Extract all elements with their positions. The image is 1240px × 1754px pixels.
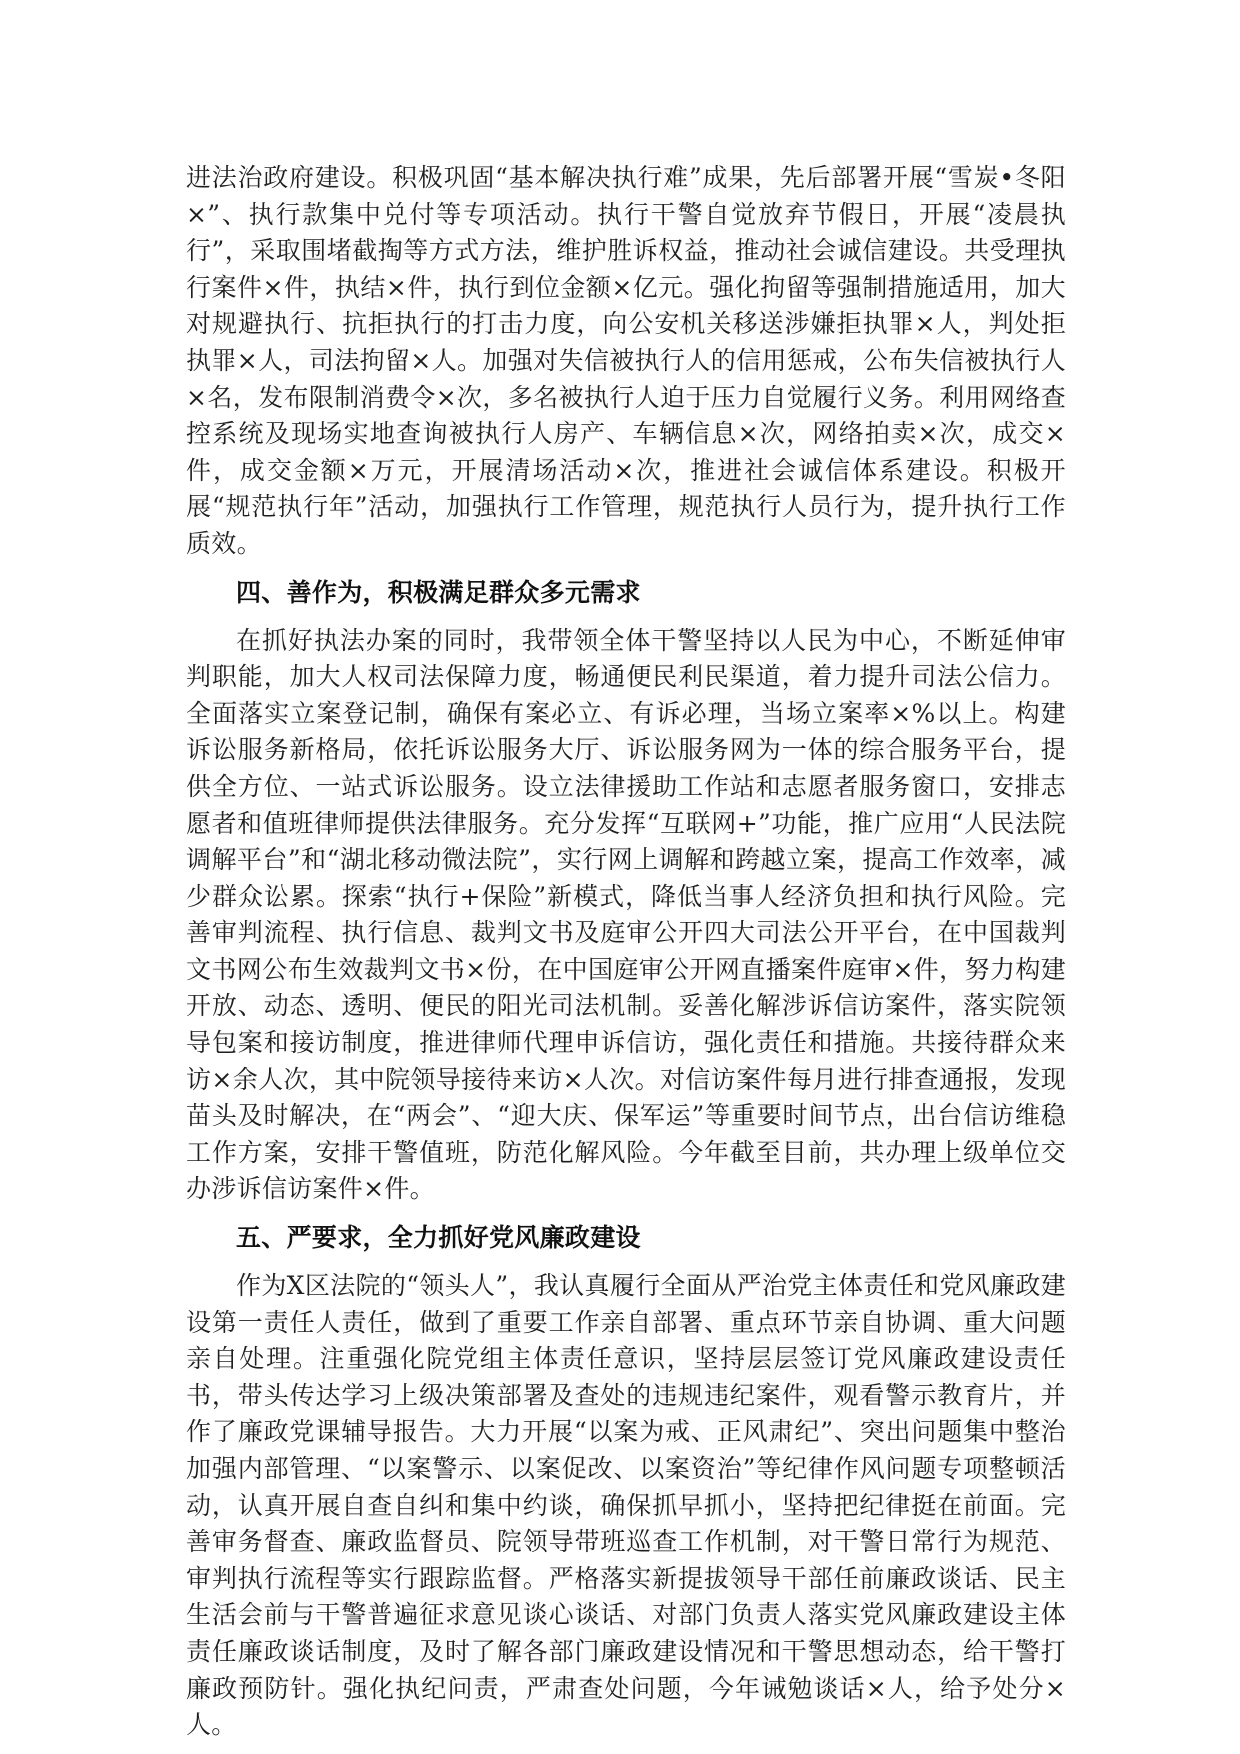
section-heading-5: 五、严要求，全力抓好党风廉政建设	[236, 1223, 641, 1253]
section-heading-4: 四、善作为，积极满足群众多元需求	[236, 577, 641, 607]
document-body	[186, 160, 1066, 1744]
paragraph-enforcement: 进法治政府建设。积极巩固“基本解决执行难”成果，先后部署开展“雪炭•冬阳×”、执行款集中兑付等专项活动。执行干警自觉放弃节假日，开展“凌晨执行”，采取围堵截掏等方式方法，维护胜诉权益，推动社会诚信建设。共受理执行案件×件，执结×件，执行到位金额×亿元。强化拘留等强制措施适用，加大对规避执行、抗拒执行的打击力度，向公安机关移送涉嫌拒执罪×人，判处拒执罪×人，司法拘留×人。加强对失信被执行人的信用惩戒，公布失信被执行人×名，发布限制消费令×次，多名被执行人迫于压力自觉履行义务。利用网络查控系统及现场实地查询被执行人房产、车辆信息×次，网络拍卖×次，成交×件，成交金额×万元，开展清场活动×次，推进社会诚信体系建设。积极开展“规范执行年”活动，加强执行工作管理，规范执行人员行为，提升执行工作质效。	[186, 163, 1066, 558]
paragraph-section-4: 在抓好执法办案的同时，我带领全体干警坚持以人民为中心，不断延伸审判职能，加大人权司法保障力度，畅通便民利民渠道，着力提升司法公信力。全面落实立案登记制，确保有案必立、有诉必理，当场立案率×%以上。构建诉讼服务新格局，依托诉讼服务大厅、诉讼服务网为一体的综合服务平台，提供全方位、一站式诉讼服务。设立法律援助工作站和志愿者服务窗口，安排志愿者和值班律师提供法律服务。充分发挥“互联网+”功能，推广应用“人民法院调解平台”和“湖北移动微法院”，实行网上调解和跨越立案，提高工作效率，减少群众讼累。探索“执行+保险”新模式，降低当事人经济负担和执行风险。完善审判流程、执行信息、裁判文书及庭审公开四大司法公开平台，在中国裁判文书网公布生效裁判文书×份，在中国庭审公开网直播案件庭审×件，努力构建开放、动态、透明、便民的阳光司法机制。妥善化解涉诉信访案件，落实院领导包案和接访制度，推进律师代理申诉信访，强化责任和措施。共接待群众来访×余人次，其中院领导接待来访×人次。对信访案件每月进行排查通报，发现苗头及时解决，在“两会”、“迎大庆、保军运”等重要时间节点，出台信访维稳工作方案，安排干警值班，防范化解风险。今年截至目前，共办理上级单位交办涉诉信访案件×件。	[186, 625, 1066, 1204]
paragraph-section-5: 作为X区法院的“领头人”，我认真履行全面从严治党主体责任和党风廉政建设第一责任人责任，做到了重要工作亲自部署、重点环节亲自协调、重大问题亲自处理。注重强化院党组主体责任意识，坚持层层签订党风廉政建设责任书，带头传达学习上级决策部署及查处的违规违纪案件，观看警示教育片，并作了廉政党课辅导报告。大力开展“以案为戒、正风肃纪”、突出问题集中整治加强内部管理、“以案警示、以案促改、以案资治”等纪律作风问题专项整顿活动，认真开展自查自纠和集中约谈，确保抓早抓小，坚持把纪律挺在前面。完善审务督查、廉政监督员、院领导带班巡查工作机制，对干警日常行为规范、审判执行流程等实行跟踪监督。严格落实新提拔领导干部任前廉政谈话、民主生活会前与干警普遍征求意见谈心谈话、对部门负责人落实党风廉政建设主体责任廉政谈话制度，及时了解各部门廉政建设情况和干警思想动态，给干警打廉政预防针。强化执纪问责，严肃查处问题，今年诫勉谈话×人，给予处分×人。	[186, 1271, 1066, 1740]
